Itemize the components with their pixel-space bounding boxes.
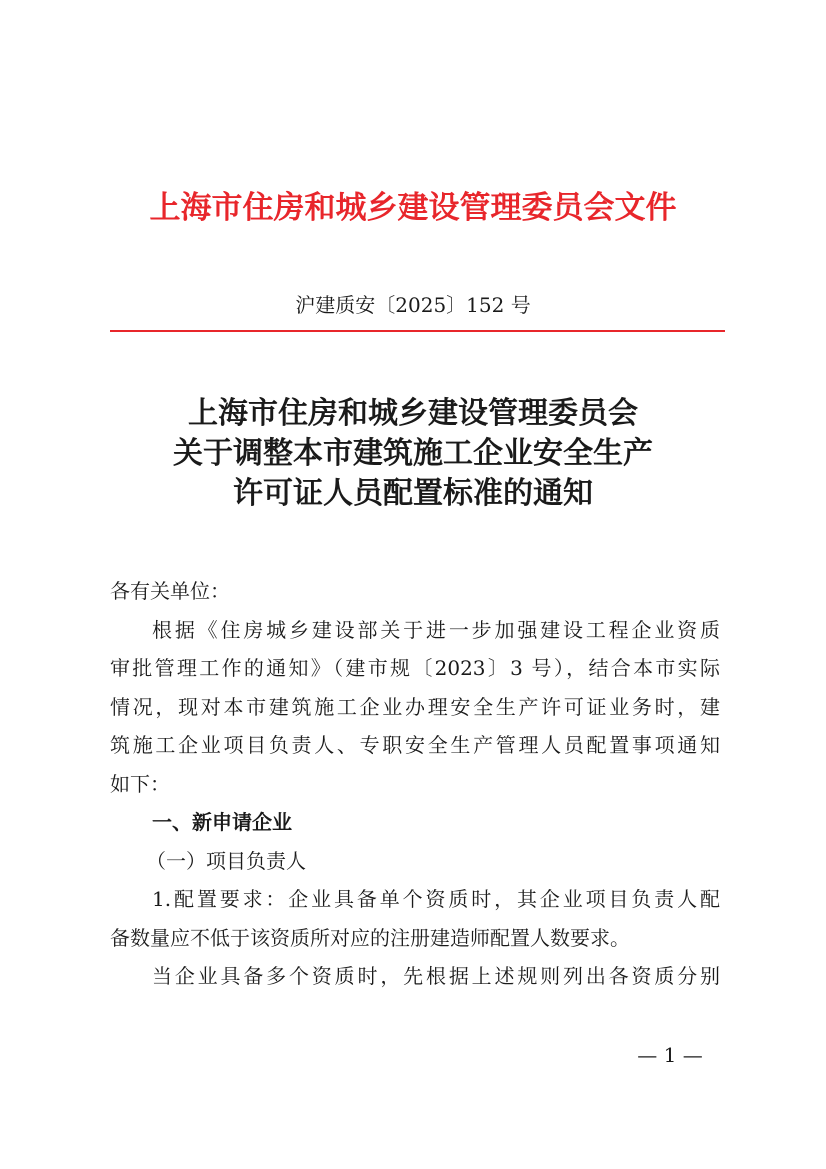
item1-continued-line: 当企业具备多个资质时，先根据上述规则列出各资质分别 — [152, 964, 720, 988]
document-body — [110, 572, 720, 996]
title-line-3: 许可证人员配置标准的通知 — [233, 476, 593, 511]
title-line-1: 上海市住房和城乡建设管理委员会 — [188, 396, 638, 431]
intro-line-5: 如下： — [110, 771, 170, 796]
document-number: 沪建质安〔2025〕152 号 — [295, 293, 531, 317]
issuer-header: 上海市住房和城乡建设管理委员会文件 — [149, 190, 677, 226]
subsection-heading-project-leader: （一）项目负责人 — [146, 848, 306, 873]
red-divider-line — [110, 330, 725, 332]
salutation: 各有关单位： — [110, 579, 230, 603]
item1-line-1: 1.配置要求：企业具备单个资质时，其企业项目负责人配 — [152, 887, 720, 911]
intro-line-2: 审批管理工作的通知》（建市规〔2023〕3 号），结合本市实际 — [110, 656, 720, 680]
intro-line-3: 情况，现对本市建筑施工企业办理安全生产许可证业务时，建 — [110, 694, 720, 719]
section-heading-new-applicants: 一、新申请企业 — [152, 810, 292, 834]
page-number: — 1 — — [637, 1043, 703, 1067]
intro-line-1: 根据《住房城乡建设部关于进一步加强建设工程企业资质 — [152, 617, 720, 642]
intro-line-4: 筑施工企业项目负责人、专职安全生产管理人员配置事项通知 — [110, 733, 720, 757]
notice-title — [0, 394, 826, 514]
title-line-2: 关于调整本市建筑施工企业安全生产 — [173, 436, 653, 471]
item1-line-2: 备数量应不低于该资质所对应的注册建造师配置人数要求。 — [110, 925, 630, 950]
